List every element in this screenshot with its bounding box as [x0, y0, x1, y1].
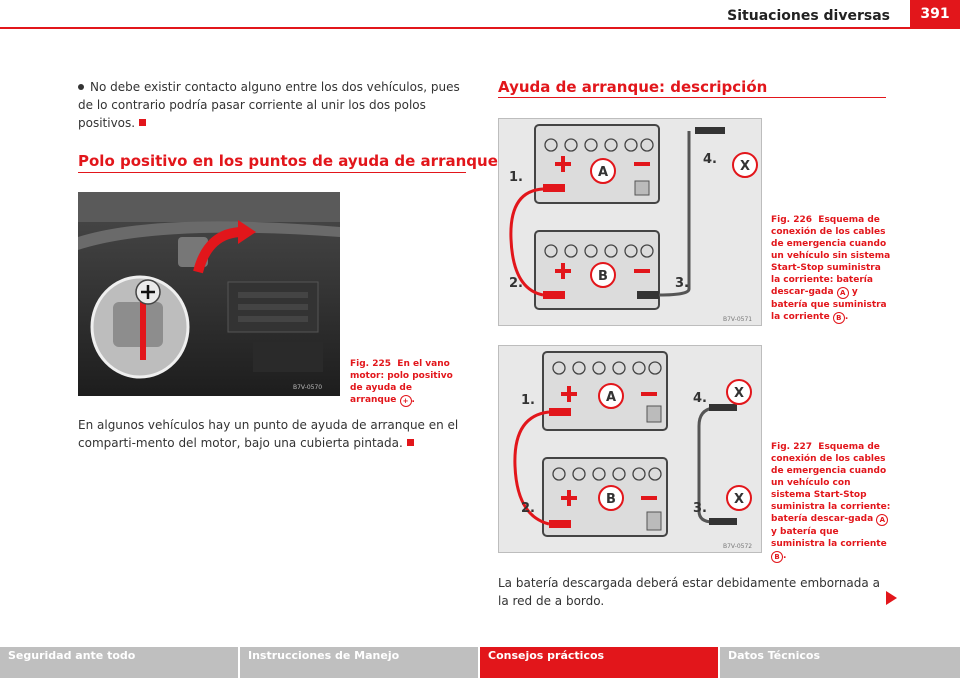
fig225-code: B7V-0570: [293, 384, 323, 391]
heading-rule: [498, 97, 886, 98]
letter-a-circle-icon: A: [837, 287, 849, 299]
fig226-label-x: X: [739, 159, 751, 174]
body-text-left: En algunos vehículos hay un punto de ayuda de arranque en el comparti-mento del motor, bajo una cubierta pintada.: [78, 418, 459, 450]
engine-bay-illustration: [78, 192, 340, 396]
fig227-label-2: 2.: [521, 501, 535, 516]
fig227-text-2: y batería que suministra la corriente: [771, 527, 887, 549]
header-rule: [0, 27, 960, 29]
nav-tab-instrucciones[interactable]: Instrucciones de Manejo: [240, 647, 480, 678]
section-heading-ayuda: Ayuda de arranque: descripción: [498, 78, 768, 96]
fig227-label-b: B: [606, 492, 616, 507]
fig226-text-1: Esquema de conexión de los cables de emergencia cuando un vehículo sin sistema Start-Stop suministra la corriente: batería descar-gada: [771, 215, 891, 297]
fig226-label: Fig. 226: [771, 215, 813, 225]
bottom-nav: [0, 647, 960, 678]
fig226-label-b: B: [598, 269, 608, 284]
fig227-text-1: Esquema de conexión de los cables de emergencia cuando un vehículo con sistema Start-Stop suministra la corriente: batería descar-gada: [771, 442, 891, 524]
fig226-label-1: 1.: [509, 170, 523, 185]
red-square-icon: [139, 119, 146, 126]
body-paragraph-left: [78, 416, 468, 452]
fig225-label: Fig. 225: [350, 359, 392, 369]
bullet-paragraph: [78, 78, 468, 132]
fig227-label-a: A: [605, 390, 617, 405]
fig226-label-4: 4.: [703, 152, 717, 167]
engine-bay-photo: [78, 192, 340, 396]
nav-tab-consejos[interactable]: Consejos prácticos: [480, 647, 720, 678]
page-title: Situaciones diversas: [727, 8, 890, 24]
section-heading-polo: Polo positivo en los puntos de ayuda de arranque: [78, 152, 498, 170]
bullet-dot-icon: [78, 84, 84, 90]
fig226-label-2: 2.: [509, 276, 523, 291]
fig227-code: B7V-0572: [723, 543, 753, 550]
body-paragraph-right: La batería descargada deberá estar debidamente embornada a la red de a bordo.: [498, 576, 880, 608]
plus-circle-icon: +: [400, 395, 412, 407]
fig227-label: Fig. 227: [771, 442, 813, 452]
fig227-label-4: 4.: [693, 391, 707, 406]
letter-b-circle-icon: B: [771, 551, 783, 563]
nav-tab-seguridad[interactable]: Seguridad ante todo: [0, 647, 240, 678]
fig227-label-1: 1.: [521, 393, 535, 408]
fig225-caption: Fig. 225 En el vano motor: polo positivo de ayuda de arranque + .: [350, 359, 453, 405]
bullet-text: No debe existir contacto alguno entre los dos vehículos, pues de lo contrario podría pasar corriente al unir los dos polos positivos.: [78, 80, 460, 130]
letter-a-circle-icon: A: [876, 514, 888, 526]
fig227-label-3: 3.: [693, 501, 707, 516]
red-square-icon: [407, 439, 414, 446]
fig227-label-x-bottom: X: [733, 492, 745, 507]
fig226-caption: Fig. 226 Esquema de conexión de los cables de emergencia cuando un vehículo sin sistema Start-Stop suministra la corriente: batería descar-gada A y batería que suministra la corriente B .: [771, 215, 891, 322]
fig226-diagram: [498, 118, 762, 326]
nav-tab-datos[interactable]: Datos Técnicos: [720, 647, 960, 678]
fig226-label-a: A: [597, 165, 609, 180]
fig226-text-2: y batería que suministra la corriente: [771, 287, 887, 322]
fig226-code: B7V-0571: [723, 316, 753, 323]
triangle-right-icon[interactable]: [886, 591, 897, 605]
fig225-text: En el vano motor: polo positivo de ayuda de arranque: [350, 359, 453, 405]
fig226-label-3: 3.: [675, 276, 689, 291]
fig227-caption: Fig. 227 Esquema de conexión de los cables de emergencia cuando un vehículo con sistema Start-Stop suministra la corriente: batería descar-gada A y batería que suministra la corriente B .: [771, 442, 891, 561]
heading-rule: [78, 172, 466, 173]
letter-b-circle-icon: B: [833, 312, 845, 324]
fig227-label-x-top: X: [733, 386, 745, 401]
fig227-diagram: [498, 345, 762, 553]
page-number: 391: [910, 0, 960, 28]
